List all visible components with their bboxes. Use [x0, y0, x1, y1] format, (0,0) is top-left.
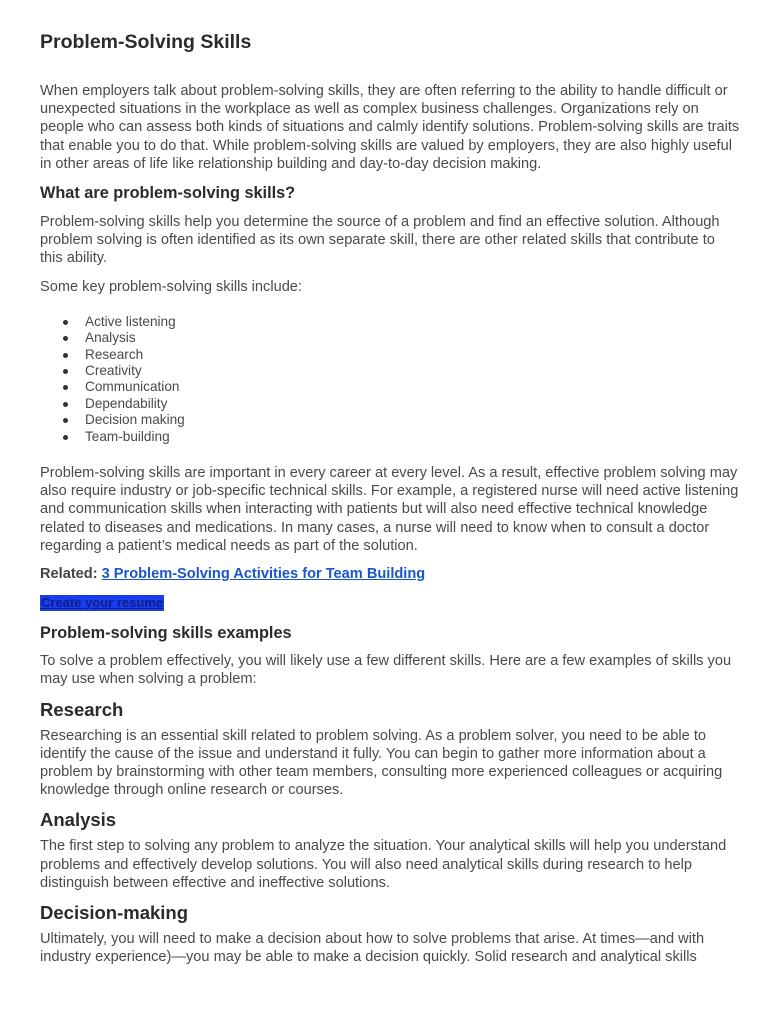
- skills-list: [40, 314, 740, 445]
- list-item: Active listening: [85, 314, 740, 330]
- related-line: [40, 565, 740, 583]
- list-item: Creativity: [85, 363, 740, 379]
- section-heading-decision-making: Decision-making: [40, 901, 189, 923]
- create-resume-link[interactable]: Create your resume: [41, 595, 164, 611]
- list-item: Team-building: [85, 429, 740, 445]
- list-item: Research: [85, 347, 740, 363]
- related-label: Related:: [40, 566, 98, 583]
- list-item: Decision making: [85, 412, 740, 428]
- examples-heading: Problem-solving skills examples: [40, 624, 292, 643]
- section-body-research: Researching is an essential skill related to problem solving. As a problem solver, you need to be able to identify the cause of the issue and understand it fully. You can begin to gather more information about a problem by brainstorming with other team members, consulting more experienced colleagues or acquiring knowledge through online research or courses.: [40, 727, 723, 799]
- intro-paragraph: When employers talk about problem-solving skills, they are often referring to the ability to handle difficult or unexpected situations in the workplace as well as complex business challenges. Organizations rely on people who can assess both kinds of situations and calmly identify solutions. Problem-solving skills are traits that enable you to do that. While problem-solving skills are valued by employers, they are also highly useful in other areas of life like relationship building and day-to-day decision making.: [40, 83, 740, 172]
- section-heading-research: Research: [40, 698, 124, 720]
- list-item: Communication: [85, 379, 740, 395]
- section-heading-analysis: Analysis: [40, 809, 117, 831]
- career-paragraph: Problem-solving skills are important in every career at every level. As a result, effective problem solving may also require industry or job-specific technical skills. For example, a registered nurse will need active listening and communication skills when interacting with patients but will also need effective technical knowledge related to diseases and medications. In many cases, a nurse will need to know when to consult a doctor regarding a patient’s medical needs as part of the solution.: [40, 465, 739, 554]
- cta-row: [40, 594, 740, 612]
- section-body-decision-making: Ultimately, you will need to make a decision about how to solve problems that arise. At times—and with industry experience)—you may be able to make a decision quickly. Solid research and analytical skills: [40, 930, 705, 966]
- related-link[interactable]: 3 Problem-Solving Activities for Team Building: [101, 566, 426, 583]
- what-heading: What are problem-solving skills?: [40, 184, 296, 203]
- section-body-analysis: The first step to solving any problem to analyze the situation. Your analytical skills will help you understand problems and effectively develop solutions. You will also need analytical skills during research to help distinguish between effective and ineffective solutions.: [40, 838, 727, 891]
- examples-intro: To solve a problem effectively, you will likely use a few different skills. Here are a few examples of skills you may use when solving a problem:: [40, 653, 732, 688]
- list-item: Analysis: [85, 330, 740, 346]
- page-title: Problem-Solving Skills: [40, 31, 252, 53]
- document-page: [40, 30, 740, 966]
- key-skills-intro: Some key problem-solving skills include:: [40, 278, 302, 295]
- list-item: Dependability: [85, 396, 740, 412]
- what-paragraph: Problem-solving skills help you determine the source of a problem and find an effective solution. Although problem solving is often identified as its own separate skill, there are other related skills that contribute to this ability.: [40, 214, 720, 267]
